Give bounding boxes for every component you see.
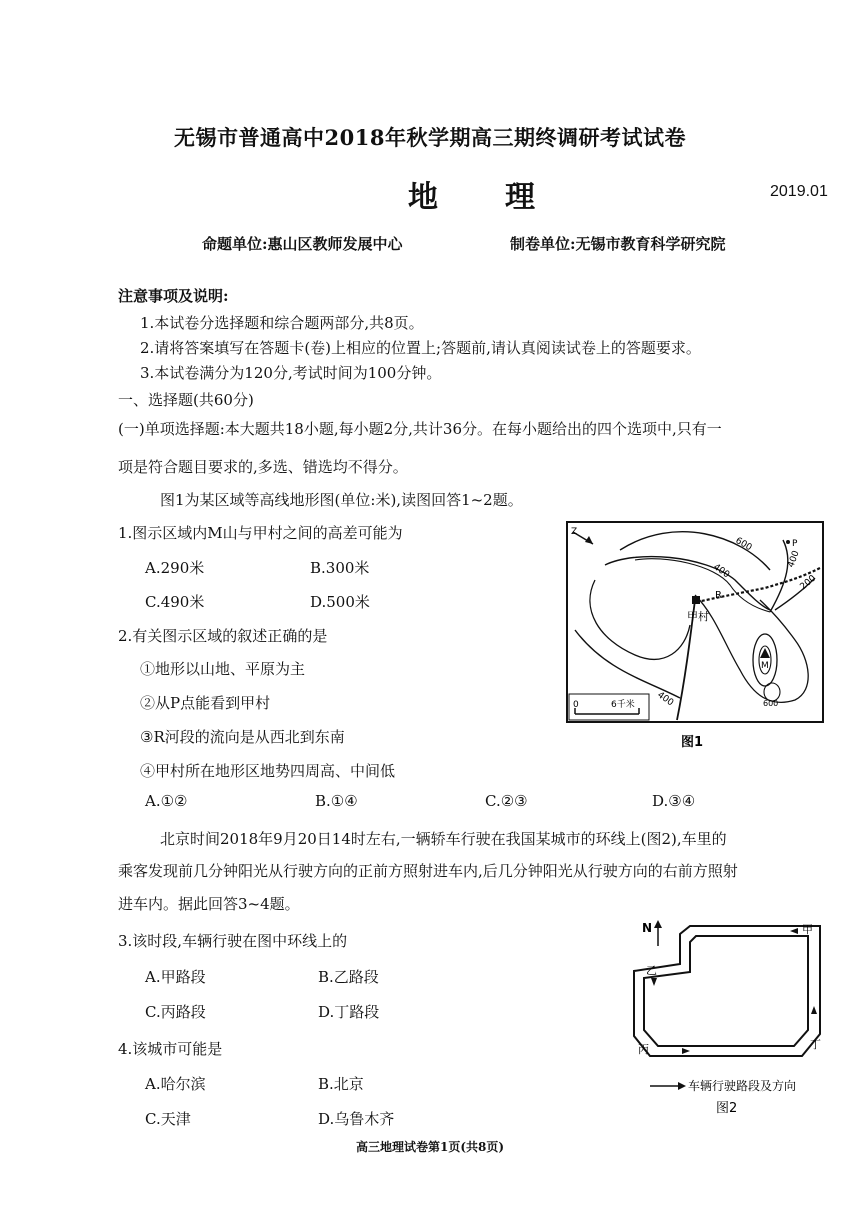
contour-label-200: 200 — [798, 573, 819, 593]
scale-box — [569, 694, 649, 720]
segment-label-ding: 丁 — [810, 1038, 821, 1051]
point-p-label: P — [792, 539, 798, 549]
point-p-marker — [786, 540, 790, 544]
q1-option-c: C.490米 — [145, 593, 205, 611]
q4-option-a: A.哈尔滨 — [145, 1075, 206, 1093]
exam-date: 2019.01 — [770, 183, 828, 200]
note-item-3: 3.本试卷满分为120分,考试时间为100分钟。 — [140, 364, 442, 382]
ring-road-outer — [634, 926, 820, 1056]
contour-line-400-east — [770, 540, 788, 612]
contour-label-400-c: 400 — [655, 690, 676, 709]
figure2-north-label: N — [642, 921, 653, 935]
notes-heading: 注意事项及说明: — [118, 287, 229, 305]
q4-option-c: C.天津 — [145, 1110, 191, 1128]
segment-label-jia: 甲 — [802, 923, 813, 936]
printer-unit: 制卷单位:无锡市教育科学研究院 — [510, 235, 726, 253]
q4-stem: 4.该城市可能是 — [118, 1040, 223, 1058]
contour-label-600-a: 600 — [733, 535, 754, 554]
scale-zero: 0 — [573, 700, 579, 710]
note-item-1: 1.本试卷分选择题和综合题两部分,共8页。 — [140, 314, 424, 332]
figure1-intro: 图1为某区域等高线地形图(单位:米),读图回答1~2题。 — [160, 491, 523, 509]
village-label: 甲村 — [687, 610, 709, 623]
q3-option-b: B.乙路段 — [318, 968, 379, 986]
q3-option-a: A.甲路段 — [145, 968, 206, 986]
contour-label-400-a: 400 — [711, 562, 732, 581]
scale-label: 6千米 — [611, 700, 635, 710]
subject-char-2: 理 — [505, 180, 535, 215]
north-arrow-icon — [571, 527, 593, 544]
q4-option-d: D.乌鲁木齐 — [318, 1110, 395, 1128]
q2-statement-2: ②从P点能看到甲村 — [140, 694, 271, 712]
q1-option-b: B.300米 — [310, 559, 370, 577]
contour-line-m-mountain — [753, 634, 777, 686]
figure2-ring-road — [630, 916, 830, 1128]
q1-stem: 1.图示区域内M山与甲村之间的高差可能为 — [118, 524, 403, 542]
passage2-line-2: 乘客发现前几分钟阳光从行驶方向的正前方照射进车内,后几分钟阳光从行驶方向的右前方照射 — [118, 862, 738, 880]
contour-line-400-north — [605, 557, 770, 610]
section-heading: 一、选择题(共60分) — [118, 391, 254, 409]
passage2-line-1: 北京时间2018年9月20日14时左右,一辆轿车行驶在我国某城市的环线上(图2),车里的 — [160, 830, 727, 848]
legend-label: 车辆行驶路段及方向 — [688, 1079, 797, 1093]
q3-option-d: D.丁路段 — [318, 1003, 380, 1021]
segment-label-bing: 丙 — [638, 1043, 649, 1056]
segment-label-yi: 乙 — [646, 964, 657, 977]
ring-road-inner — [644, 936, 808, 1046]
subject-char-1: 地 — [408, 180, 438, 215]
section-intro-2: 项是符合题目要求的,多选、错选均不得分。 — [118, 458, 408, 476]
figure1-contour-map — [565, 520, 827, 760]
figure1-caption: 图1 — [681, 735, 704, 750]
q2-option-c: C.②③ — [485, 792, 528, 810]
q2-option-d: D.③④ — [652, 792, 696, 810]
contour-line-hill — [695, 595, 808, 702]
contour-line-plain — [590, 580, 690, 659]
passage2-line-3: 进车内。据此回答3~4题。 — [118, 895, 300, 913]
contour-line-400-south — [575, 630, 680, 698]
direction-arrow-jia — [790, 928, 798, 934]
section-intro-1: (一)单项选择题:本大题共18小题,每小题2分,共计36分。在每小题给出的四个选项中,只有一 — [118, 420, 722, 438]
figure2-caption: 图2 — [716, 1101, 738, 1116]
q3-stem: 3.该时段,车辆行驶在图中环线上的 — [118, 932, 348, 950]
q2-stem: 2.有关图示区域的叙述正确的是 — [118, 627, 328, 645]
direction-arrow-yi — [651, 978, 657, 986]
north-arrow-icon — [642, 920, 662, 946]
mountain-label: M — [761, 661, 769, 671]
north-arrow-label: Z — [571, 527, 578, 537]
village-marker — [692, 596, 700, 604]
legend-arrow-icon — [678, 1082, 686, 1090]
q3-option-c: C.丙路段 — [145, 1003, 206, 1021]
q2-statement-4: ④甲村所在地形区地势四周高、中间低 — [140, 762, 396, 780]
q2-statement-3: ③R河段的流向是从西北到东南 — [140, 728, 345, 746]
contour-label-600-b: 600 — [763, 699, 779, 708]
q2-option-b: B.①④ — [315, 792, 358, 810]
page-footer: 高三地理试卷第1页(共8页) — [355, 1140, 505, 1154]
contour-label-400-b: 400 — [786, 549, 802, 570]
q4-option-b: B.北京 — [318, 1075, 364, 1093]
q1-option-d: D.500米 — [310, 593, 370, 611]
setter-unit: 命题单位:惠山区教师发展中心 — [202, 235, 403, 253]
direction-arrow-bing — [682, 1048, 690, 1054]
q2-statement-1: ①地形以山地、平原为主 — [140, 660, 306, 678]
q1-option-a: A.290米 — [145, 559, 205, 577]
river-label: R — [715, 590, 722, 601]
q2-option-a: A.①② — [145, 792, 188, 810]
exam-title: 无锡市普通高中2018年秋学期高三期终调研考试试卷 — [174, 125, 686, 150]
direction-arrow-ding — [811, 1006, 817, 1014]
note-item-2: 2.请将答案填写在答题卡(卷)上相应的位置上;答题前,请认真阅读试卷上的答题要求。 — [140, 339, 701, 357]
